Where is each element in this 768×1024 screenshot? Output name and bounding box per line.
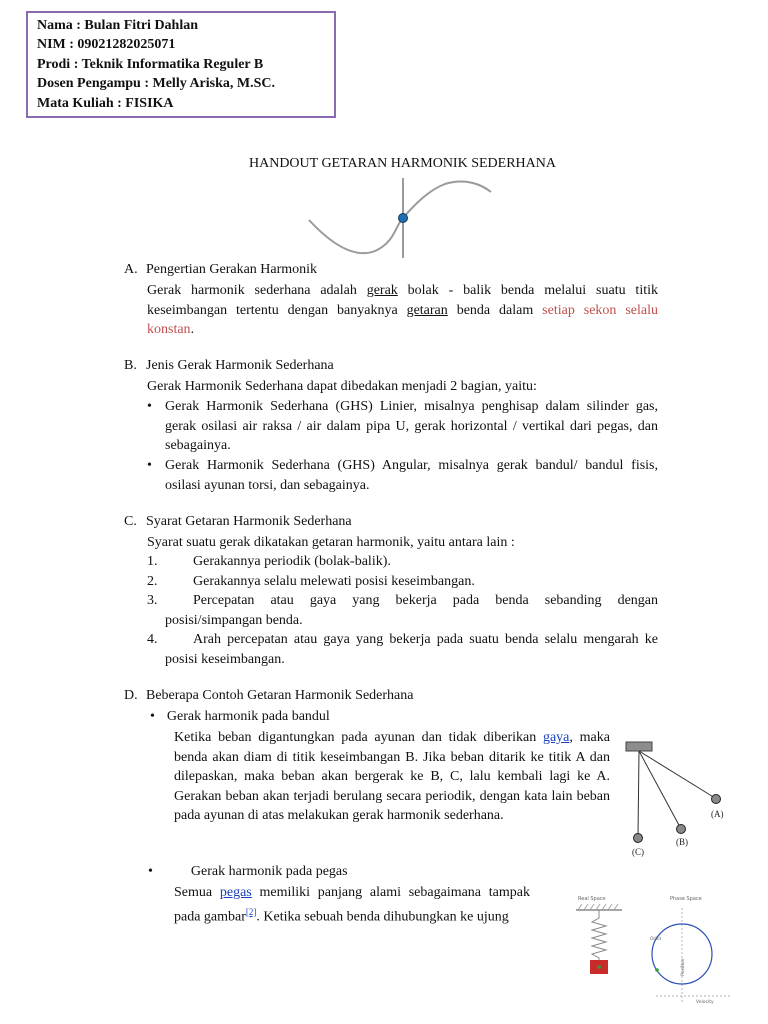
bandul-subheading <box>150 709 330 725</box>
section-b-intro: Gerak Harmonik Sederhana dapat dibedakan menjadi 2 bagian, yaitu: <box>147 379 537 394</box>
item-number: 3. <box>147 593 158 608</box>
pegas-subheading <box>148 864 348 880</box>
item-text: Gerakannya selalu melewati posisi keseimbangan. <box>193 574 475 589</box>
mass-marker <box>597 965 601 969</box>
list-item <box>147 456 658 495</box>
text-run: bolak - balik benda melalui suatu titik keseimbangan tertentu dengan banyaknya <box>147 283 658 318</box>
phase-point <box>655 968 659 972</box>
pegas-paragraph <box>174 883 530 927</box>
list-item-text: Gerak Harmonik Sederhana (GHS) Angular, misalnya gerak bandul/ bandul fisis, osilasi ayunan torsi, dan sebagainya. <box>165 458 658 493</box>
section-a-title: Pengertian Gerakan Harmonik <box>146 262 318 277</box>
pendulum-bob-b <box>677 825 686 834</box>
section-b-letter: B. <box>124 358 137 373</box>
numbered-item <box>147 630 658 669</box>
highlighted-text: setiap sekon selalu konstan <box>147 302 658 337</box>
section-d-heading <box>124 688 413 704</box>
text-run: memiliki panjang alami sebagaimana tampak pada gambar <box>174 885 530 925</box>
section-c-intro: Syarat suatu gerak dikatakan getaran harmonik, yaitu antara lain : <box>147 535 515 550</box>
real-space-label: Real Space <box>578 896 606 902</box>
section-b-heading <box>124 358 334 374</box>
position-label: Position <box>681 958 686 976</box>
link-pegas[interactable]: pegas <box>219 885 252 900</box>
text-run: Ketika beban digantungkan pada ayunan dan tidak diberikan <box>174 730 543 745</box>
student-name: Nama : Bulan Fitri Dahlan <box>37 18 199 33</box>
bullet-icon: • <box>148 864 153 879</box>
bullet-icon: • <box>147 458 152 473</box>
study-program: Prodi : Teknik Informatika Reguler B <box>37 56 264 72</box>
item-text: Percepatan atau gaya yang bekerja pada benda sebanding dengan posisi/simpangan benda. <box>165 593 658 628</box>
section-b-title: Jenis Gerak Harmonik Sederhana <box>146 358 334 373</box>
lecturer: Dosen Pengampu : Melly Ariska, M.SC. <box>37 76 275 92</box>
text-run: Gerak harmonik sederhana adalah <box>147 283 367 298</box>
section-d-title: Beberapa Contoh Getaran Harmonik Sederhana <box>146 688 414 703</box>
pendulum-figure <box>622 738 738 860</box>
item-number: 2. <box>147 574 158 589</box>
link-gaya[interactable]: gaya <box>542 730 570 745</box>
item-number: 4. <box>147 632 158 647</box>
page-title: HANDOUT GETARAN HARMONIK SEDERHANA <box>248 156 556 171</box>
section-a-paragraph <box>147 281 658 340</box>
text-run: . <box>190 322 195 337</box>
pendulum-string-c <box>638 751 639 836</box>
text-run: . Ketika sebuah benda dihubungkan ke ujung <box>256 909 509 925</box>
bandul-title: Gerak harmonik pada bandul <box>166 709 330 724</box>
section-a-letter: A. <box>124 262 138 277</box>
student-nim: NIM : 09021282025071 <box>37 37 176 53</box>
bullet-icon: • <box>147 399 152 414</box>
course: Mata Kuliah : FISIKA <box>37 95 174 111</box>
orbit-label: Orbit <box>650 937 662 942</box>
oscillating-point <box>399 214 408 223</box>
numbered-item <box>147 572 658 592</box>
text-run: benda dalam <box>447 302 543 318</box>
label-a: (A) <box>711 809 724 819</box>
velocity-label: Velocity <box>696 1000 714 1005</box>
spring-figure <box>566 890 734 1010</box>
pendulum-string-b <box>639 751 680 827</box>
underlined-word-gerak: gerak <box>366 283 398 298</box>
phase-space-label: Phase Space <box>670 896 702 902</box>
underlined-word-getaran: getaran <box>406 302 448 318</box>
list-item <box>147 397 658 456</box>
list-item-text: Gerak Harmonik Sederhana (GHS) Linier, misalnya penghisap dalam silinder gas, gerak osilasi air raksa / air dalam pipa U, gerak horizontal / vertikal dari pegas, dan sebagainya. <box>165 399 658 453</box>
text-run: , maka benda akan diam di titik keseimbangan B. Jika beban ditarik ke titik A dan dilepaskan, maka beban akan bergerak ke B, C, lalu kembali lagi ke A. Gerakan beban akan terjadi berulang secara periodik, dengan kata lain beban pada ayunan di atas melakukan gerak harmonik sederhana. <box>174 730 610 823</box>
pendulum-bob-c <box>634 834 643 843</box>
bullet-icon: • <box>150 709 155 724</box>
label-c: (C) <box>632 847 644 857</box>
pendulum-support <box>626 742 652 751</box>
numbered-item <box>147 591 658 630</box>
reference-link[interactable]: [2] <box>245 906 257 917</box>
numbered-item <box>147 552 658 572</box>
section-a-heading <box>124 262 317 278</box>
section-c-letter: C. <box>124 514 137 529</box>
item-number: 1. <box>147 554 158 569</box>
sine-wave-figure <box>305 176 495 260</box>
item-text: Gerakannya periodik (bolak-balik). <box>193 554 391 569</box>
pendulum-bob-a <box>712 795 721 804</box>
text-run: Semua <box>174 885 220 900</box>
section-d-letter: D. <box>124 688 138 703</box>
pegas-title: Gerak harmonik pada pegas <box>190 864 348 879</box>
section-c-heading <box>124 514 352 530</box>
label-b: (B) <box>676 837 688 847</box>
section-c-title: Syarat Getaran Harmonik Sederhana <box>146 514 352 529</box>
pendulum-string-a <box>639 751 715 798</box>
identity-box <box>26 11 336 118</box>
bandul-paragraph <box>174 728 610 826</box>
item-text: Arah percepatan atau gaya yang bekerja pada suatu benda selalu mengarah ke posisi keseimbangan. <box>165 632 658 667</box>
